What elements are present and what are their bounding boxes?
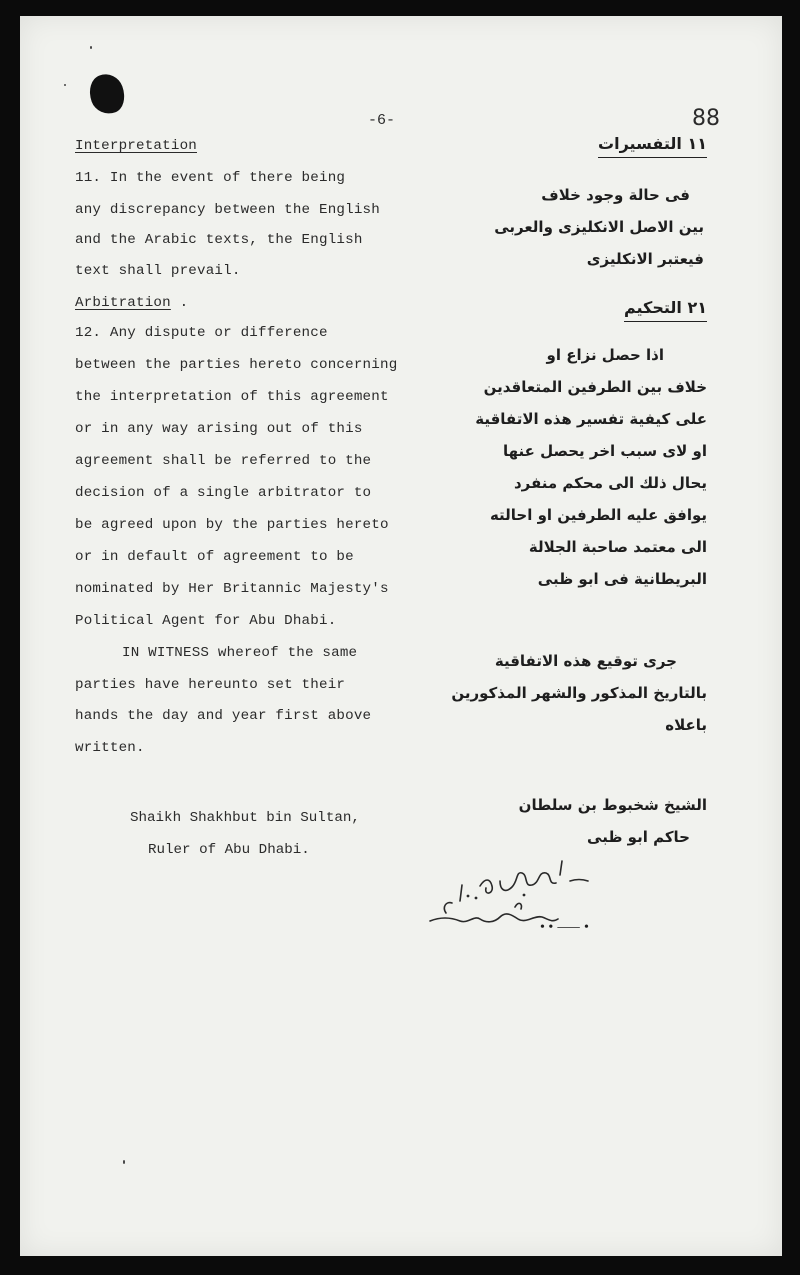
clause-12-line: nominated by Her Britannic Majesty's — [75, 581, 389, 597]
arabic-clause-12-line: يوافق عليه الطرفين او احالته — [489, 506, 707, 524]
signature-dots: • • ⸺ • — [540, 920, 589, 935]
arabic-clause-12-line: يحال ذلك الى محكم منفرد — [513, 474, 707, 492]
arbitration-heading: Arbitration — [75, 295, 171, 311]
arabic-clause-12-line: او لاى سبب اخر يحصل عنها — [502, 442, 707, 460]
arabic-clause-11-line: بين الاصل الانكليزى والعربى — [494, 218, 704, 236]
clause-12-line: 12. Any dispute or difference — [75, 325, 328, 341]
clause-11-line: text shall prevail. — [75, 263, 241, 279]
interpretation-heading: Interpretation — [75, 138, 197, 154]
arabic-clause-11-line: فى حالة وجود خلاف — [541, 186, 690, 204]
speck — [90, 46, 92, 49]
witness-line: IN WITNESS whereof the same — [122, 645, 358, 661]
clause-12-line: the interpretation of this agreement — [75, 389, 389, 405]
clause-12-line: or in default of agreement to be — [75, 549, 354, 565]
arabic-signatory-title: حاكم ابو ظبى — [587, 828, 690, 846]
clause-12-line: agreement shall be referred to the — [75, 453, 372, 469]
arabic-interpretation-heading: ١١ التفسيرات — [598, 134, 707, 158]
arabic-clause-12-line: خلاف بين الطرفين المتعاقدين — [483, 378, 707, 396]
document-page — [20, 16, 782, 1256]
clause-11-line: 11. In the event of there being — [75, 170, 346, 186]
speck — [64, 84, 66, 86]
witness-line: hands the day and year first above — [75, 708, 372, 724]
arabic-clause-12-line: اذا حصل نزاع او — [546, 346, 664, 364]
ink-blot — [84, 69, 130, 118]
arabic-arbitration-heading: ٢١ التحكيم — [624, 298, 707, 322]
arabic-witness-line: بالتاريخ المذكور والشهر المذكورين — [451, 684, 707, 702]
arabic-clause-11-line: فيعتبر الانكليزى — [586, 250, 704, 268]
arabic-clause-12-line: الى معتمد صاحبة الجلالة — [528, 538, 707, 556]
clause-12-line: between the parties hereto concerning — [75, 357, 398, 373]
arabic-signatory-name: الشيخ شخبوط بن سلطان — [518, 796, 707, 814]
page-number: -6- — [368, 112, 396, 129]
arbitration-mark: . — [179, 295, 189, 311]
clause-12-line: decision of a single arbitrator to — [75, 485, 372, 501]
arabic-witness-line: باعلاه — [665, 716, 707, 734]
clause-11-line: any discrepancy between the English — [75, 202, 380, 218]
clause-12-line: be agreed upon by the parties hereto — [75, 517, 389, 533]
folio-number: 88 — [692, 106, 720, 131]
speck — [123, 1160, 125, 1164]
witness-line: parties have hereunto set their — [75, 677, 346, 693]
arbitration-heading-row — [75, 295, 188, 311]
signatory-name: Shaikh Shakhbut bin Sultan, — [130, 810, 360, 826]
signatory-title: Ruler of Abu Dhabi. — [148, 842, 310, 858]
arabic-witness-line: جرى توقيع هذه الاتفاقية — [494, 652, 677, 670]
witness-line: written. — [75, 740, 145, 756]
clause-11-line: and the Arabic texts, the English — [75, 232, 363, 248]
arabic-clause-12-line: على كيفية تفسير هذه الاتفاقية — [475, 410, 707, 428]
clause-12-line: Political Agent for Abu Dhabi. — [75, 613, 337, 629]
arabic-clause-12-line: البريطانية فى ابو ظبى — [537, 570, 707, 588]
clause-12-line: or in any way arising out of this — [75, 421, 363, 437]
